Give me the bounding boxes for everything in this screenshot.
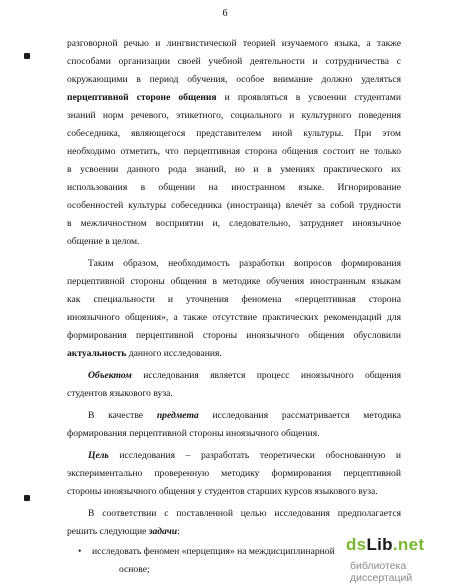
logo-part-ds: ds bbox=[346, 535, 367, 554]
text-line: актуальность данного исследования. bbox=[67, 348, 222, 359]
text-line: стороны иноязычного общения у студентов старших курсов языкового вуза. bbox=[67, 486, 378, 497]
text-line: использования в общении на иностранном языке. Игнорирование bbox=[67, 182, 401, 193]
text-line: экспериментально проверенную методику формирования перцептивной bbox=[67, 468, 401, 479]
task-list-item: • исследовать феномен «перцепция» на междисциплинарной bbox=[78, 546, 335, 557]
text-line: решить следующие задачи: bbox=[67, 526, 180, 537]
text-line: Цель исследования – разработать теоретически обоснованную и bbox=[88, 450, 401, 461]
text-line: иноязычного общения», а также отсутствие практических рекомендаций для bbox=[67, 312, 401, 323]
emphasized-term: перцептивной стороне общения bbox=[67, 92, 217, 103]
emphasized-term: Цель bbox=[88, 450, 109, 461]
text-line: собеседника, являющегося представителем иной культуры. При этом bbox=[67, 128, 401, 139]
text-line: студентов языкового вуза. bbox=[67, 388, 173, 399]
text-line: Таким образом, необходимость разработки вопросов формирования bbox=[88, 258, 401, 269]
text-line: в межличностном восприятии и, следовательно, затрудняет иноязычное bbox=[67, 218, 401, 229]
text-line: перцептивной стороны общения в методике обучения иностранным языкам bbox=[67, 276, 401, 287]
text-line: формирования перцептивной стороны иноязычного общения обусловили bbox=[67, 330, 401, 341]
text-line: способами организации своей учебной деятельности и сотрудничества с bbox=[67, 56, 401, 67]
text-line: знаний норм речевого, этикетного, социального и культурного поведения bbox=[67, 110, 401, 121]
logo-part-lib: Lib bbox=[366, 535, 393, 554]
text-line: как специальности и уточнения феномена «перцептивная сторона bbox=[67, 294, 401, 305]
emphasized-term: задачи bbox=[148, 526, 178, 537]
text-line: в усвоении данного рода знаний, но и в умениях практического их bbox=[67, 164, 401, 175]
emphasized-term: предмета bbox=[156, 410, 199, 421]
text-line: формирования перцептивной стороны иноязычного общения. bbox=[67, 428, 320, 439]
text-line: разговорной речью и лингвистической теорией изучаемого языка, а также bbox=[67, 38, 401, 49]
text-line: Объектом исследования является процесс иноязычного общения bbox=[88, 370, 401, 381]
emphasized-term: актуальность bbox=[67, 348, 127, 359]
text-line: общение в целом. bbox=[67, 236, 140, 247]
text-line: перцептивной стороне общения и проявляться в усвоении студентами bbox=[67, 92, 401, 103]
text-line: основе; bbox=[119, 564, 150, 575]
page-number: 6 bbox=[222, 8, 228, 19]
text-line: В качестве предмета исследования рассматривается методика bbox=[88, 410, 402, 421]
text-line: В соответствии с поставленной целью исследования предполагается bbox=[88, 508, 401, 519]
dslib-logo bbox=[346, 535, 424, 555]
bullet-marker: • bbox=[78, 546, 82, 557]
dslib-subtitle: библиотека диссертаций bbox=[350, 560, 413, 584]
text-line: окружающими в период обучения, особое внимание должно уделяться bbox=[67, 74, 401, 85]
text-line: необходимо отметить, что перцептивная сторона общения состоит не только bbox=[67, 146, 401, 157]
emphasized-term: Объектом bbox=[88, 370, 132, 381]
logo-part-net: .net bbox=[392, 535, 425, 554]
text-line: особенностей культуры собеседника (иностранца) влечёт за собой трудности bbox=[67, 200, 401, 211]
